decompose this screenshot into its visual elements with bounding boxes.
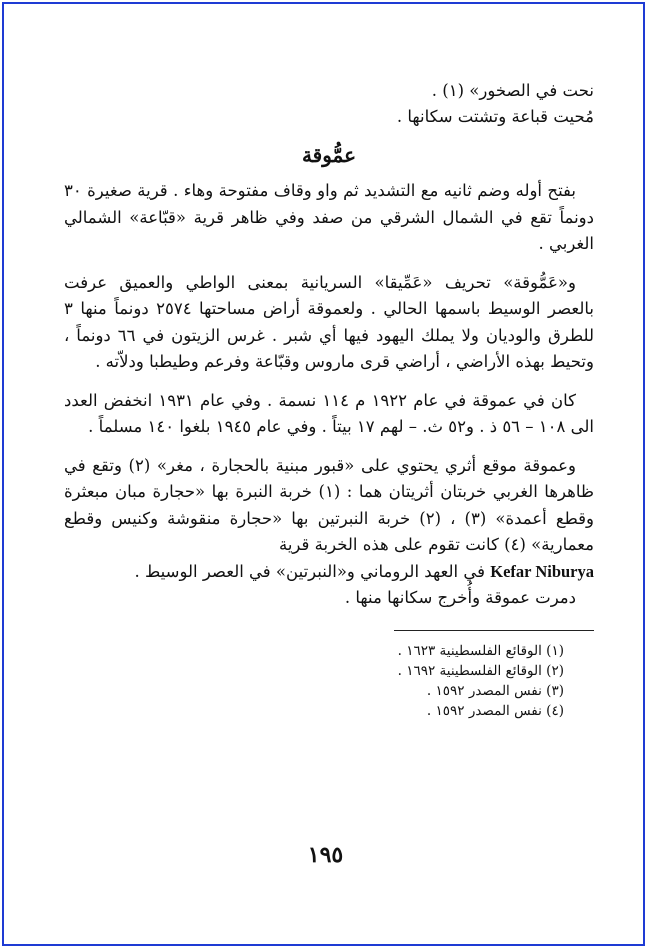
paragraph-1: بفتح أوله وضم ثانيه مع التشديد ثم واو وقاف مفتوحة وهاء . قرية صغيرة ٣٠ دونماً تقع في الشمال الشرقي من صفد وفي ظاهر قرية «قبّاعة» الشمالي الغربي . xyxy=(64,181,594,253)
page-content xyxy=(64,78,594,721)
footnote-divider xyxy=(394,630,594,631)
closing-line: دمرت عموقة وأُخرج سكانها منها . xyxy=(344,588,576,607)
footnote-3: (٣) نفس المصدر ١٥٩٢ . xyxy=(426,682,564,699)
paragraph-4-continuation xyxy=(64,559,594,586)
section-title: عمُّوقة xyxy=(301,143,357,167)
paragraph-4-tail: في العهد الروماني و«النبرتين» في العصر الوسيط . xyxy=(134,561,486,581)
intro-line-1: نحت في الصخور» (١) . xyxy=(431,81,594,100)
page-number: ١٩٥ xyxy=(307,842,344,868)
footnote-2: (٢) الوقائع الفلسطينية ١٦٩٢ . xyxy=(397,662,564,679)
footnote-4: (٤) نفس المصدر ١٥٩٢ . xyxy=(426,702,564,719)
paragraph-3: كان في عموقة في عام ١٩٢٢ م ١١٤ نسمة . وفي عام ١٩٣١ انخفض العدد الى ١٠٨ – ٥٦ ذ . و٥٢ ث. – لهم ١٧ بيتاً . وفي عام ١٩٤٥ بلغوا ١٤٠ مسلماً . xyxy=(64,390,594,436)
paragraph-4: وعموقة موقع أثري يحتوي على «قبور مبنية بالحجارة ، مغر» (٢) وتقع في ظاهرها الغربي خربتان أثريتان هما : (١) خربة النبرة بها «حجارة مبان مبعثرة وقطع أعمدة» (٣) ، (٢) خربة النبرتين بها «حجارة منقوشة وكنيس وقطع معمارية» (٤) كانت تقوم على هذه الخربة قرية xyxy=(64,455,595,554)
latin-place-name: Kefar Niburya xyxy=(490,561,594,581)
intro-line-2: مُحيت قباعة وتشتت سكانها . xyxy=(396,107,594,126)
footnote-1: (١) الوقائع الفلسطينية ١٦٢٣ . xyxy=(397,642,564,659)
paragraph-2: و«عَمُّوقة» تحريف «عَمِّيقا» السريانية بمعنى الواطي والعميق عرفت بالعصر الوسيط باسمها الحالي . ولعموقة أراض مساحتها ٢٥٧٤ دونماً منها ٣ للطرق والوديان ولا يملك اليهود فيها أي شبر . غرس الزيتون في ٦٦ دونماً ، وتحيط بهذه الأراضي ، أراضي قرى ماروس وقبّاعة وفرعم وطيطبا ودلاّته . xyxy=(64,272,594,371)
